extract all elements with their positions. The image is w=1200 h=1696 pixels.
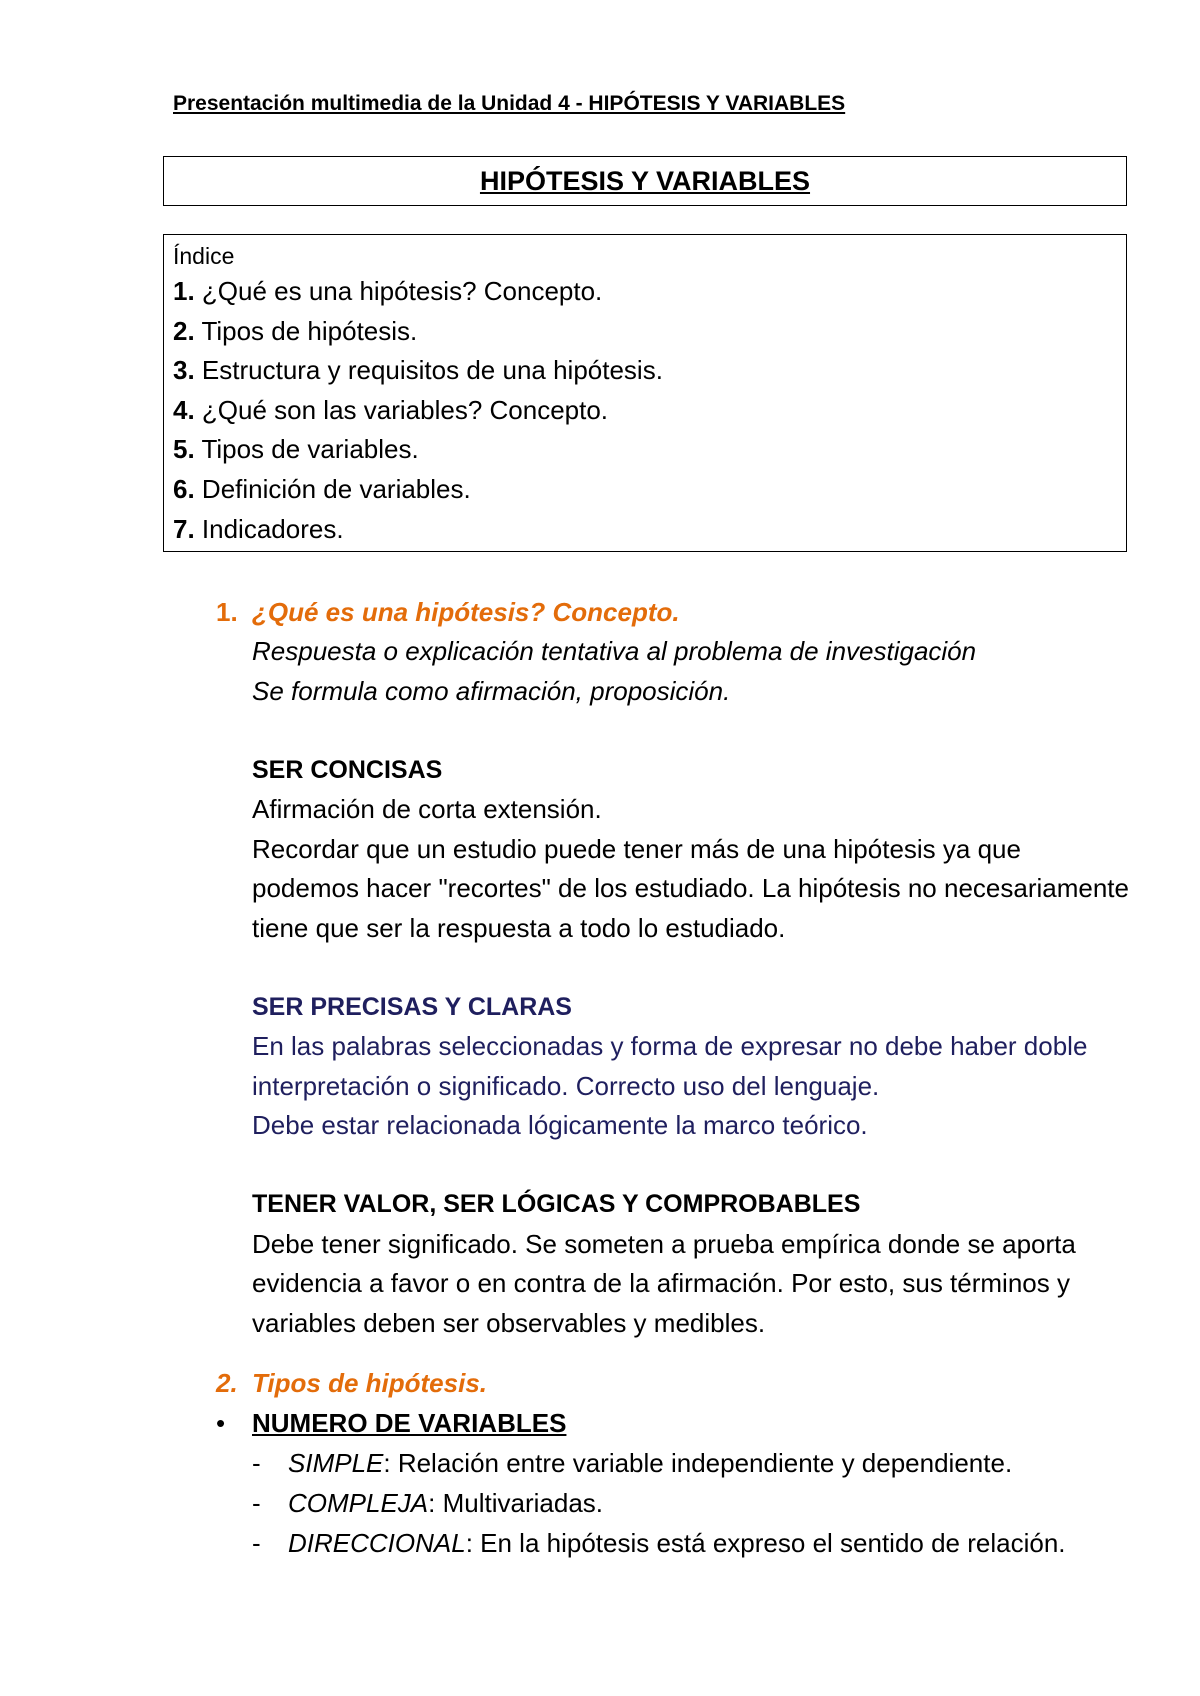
index-text: Definición de variables. bbox=[194, 473, 471, 504]
paragraph: Debe estar relacionada lógicamente la marco teórico. bbox=[252, 1110, 868, 1140]
list-item bbox=[252, 1523, 1120, 1563]
index-item bbox=[173, 470, 1117, 510]
dash-marker: - bbox=[252, 1448, 261, 1478]
list-text: : Multivariadas. bbox=[428, 1488, 603, 1518]
index-text: Tipos de hipótesis. bbox=[194, 315, 418, 346]
list-text: : Relación entre variable independiente y dependiente. bbox=[383, 1448, 1013, 1478]
requirement-title-concisas: SER CONCISAS bbox=[252, 755, 443, 784]
index-text: Estructura y requisitos de una hipótesis. bbox=[194, 355, 663, 386]
list-item bbox=[252, 1443, 1120, 1483]
index-text: ¿Qué son las variables? Concepto. bbox=[194, 394, 609, 425]
section-number: 1. bbox=[216, 597, 238, 627]
list-item bbox=[252, 1483, 1120, 1523]
index-number: 5. bbox=[173, 434, 195, 465]
section-title: ¿Qué es una hipótesis? Concepto. bbox=[252, 597, 680, 627]
paragraph: En las palabras seleccionadas y forma de expresar no debe haber doble interpretación o significado. Correcto uso del lenguaje. bbox=[252, 1031, 1088, 1101]
requirement-title-precisas: SER PRECISAS Y CLARAS bbox=[252, 992, 572, 1021]
section-2-heading bbox=[216, 1363, 1200, 1403]
intro-line: Respuesta o explicación tentativa al problema de investigación bbox=[252, 636, 977, 666]
section-number: 2. bbox=[216, 1368, 238, 1398]
document-title: HIPÓTESIS Y VARIABLES bbox=[479, 166, 811, 196]
bullet-icon: • bbox=[216, 1408, 226, 1438]
index-number: 4. bbox=[173, 394, 195, 425]
index-number: 3. bbox=[173, 355, 195, 386]
index-item bbox=[173, 312, 1117, 352]
index-heading: Índice bbox=[173, 243, 235, 269]
index-box bbox=[163, 234, 1127, 552]
index-item bbox=[173, 391, 1117, 431]
index-number: 6. bbox=[173, 473, 195, 504]
index-item bbox=[173, 510, 1117, 550]
index-text: ¿Qué es una hipótesis? Concepto. bbox=[194, 276, 603, 306]
index-item bbox=[173, 351, 1117, 391]
list-term: COMPLEJA bbox=[288, 1488, 429, 1518]
section-title: Tipos de hipótesis. bbox=[252, 1368, 488, 1398]
index-item bbox=[173, 430, 1117, 470]
dash-marker: - bbox=[252, 1528, 261, 1558]
bullet-label: NUMERO DE VARIABLES bbox=[252, 1408, 567, 1438]
paragraph: Afirmación de corta extensión. bbox=[252, 794, 602, 824]
list-term: DIRECCIONAL bbox=[288, 1528, 466, 1558]
index-text: Indicadores. bbox=[194, 513, 344, 544]
index-number: 1. bbox=[173, 276, 195, 306]
intro-line: Se formula como afirmación, proposición. bbox=[252, 675, 731, 706]
index-text: Tipos de variables. bbox=[194, 434, 419, 465]
dash-marker: - bbox=[252, 1488, 261, 1518]
document-body bbox=[0, 592, 1200, 1563]
paragraph: Recordar que un estudio puede tener más de una hipótesis ya que podemos hacer "recortes" de los estudiado. La hipótesis no necesariamente tiene que ser la respuesta a todo lo estudiado. bbox=[252, 833, 1129, 943]
title-box bbox=[163, 156, 1127, 206]
index-item bbox=[173, 272, 1117, 312]
section-1-heading bbox=[216, 592, 1200, 632]
index-number: 7. bbox=[173, 513, 195, 544]
paragraph: Debe tener significado. Se someten a prueba empírica donde se aporta evidencia a favor o en contra de la afirmación. Por esto, sus términos y variables deben ser observables y medibles. bbox=[252, 1228, 1076, 1338]
index-number: 2. bbox=[173, 315, 195, 346]
bullet-item bbox=[216, 1403, 1200, 1443]
page-header: Presentación multimedia de la Unidad 4 - HIPÓTESIS Y VARIABLES bbox=[173, 92, 846, 115]
requirement-title-valor: TENER VALOR, SER LÓGICAS Y COMPROBABLES bbox=[252, 1190, 861, 1218]
list-term: SIMPLE bbox=[288, 1448, 384, 1478]
list-text: : En la hipótesis está expreso el sentido de relación. bbox=[465, 1528, 1066, 1558]
